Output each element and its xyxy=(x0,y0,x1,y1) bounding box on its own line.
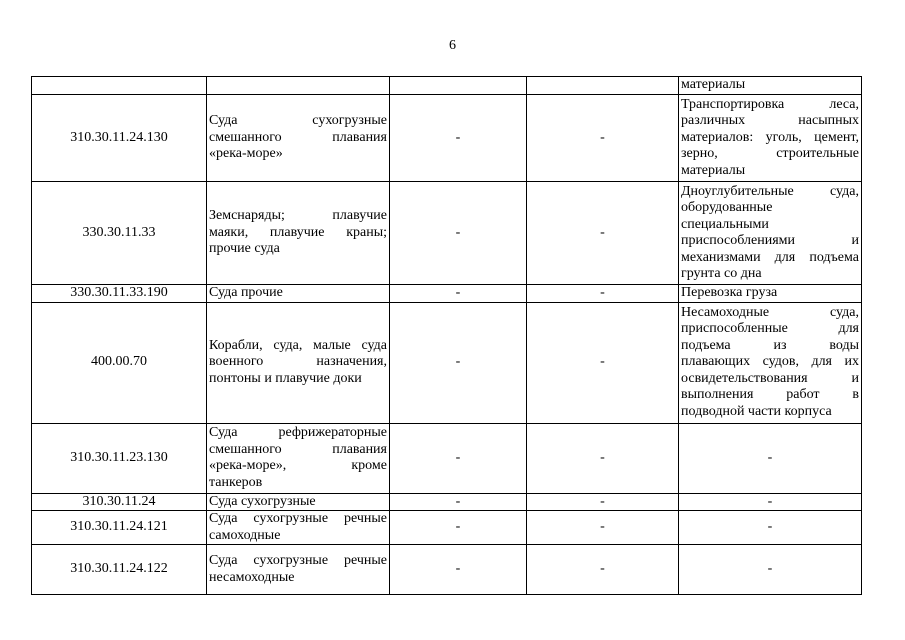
cell-line: Перевозка груза xyxy=(681,285,778,300)
cell-line: Суда рефрижераторные xyxy=(209,425,387,440)
cell-line: приспособлениями и xyxy=(681,233,859,248)
cell-line: самоходные xyxy=(209,527,281,543)
cell-line: различных насыпных xyxy=(681,113,859,129)
cell-col3: - xyxy=(390,182,527,285)
cell-code xyxy=(32,77,207,95)
cell-note xyxy=(679,493,862,511)
cell-note xyxy=(679,77,862,95)
cell-line: освидетельствования и xyxy=(681,370,859,386)
table-row xyxy=(32,545,862,595)
cell-col4: - xyxy=(527,285,679,303)
cell-line: «река-море» xyxy=(209,146,283,162)
cell-note xyxy=(679,302,862,423)
cell-col4 xyxy=(527,77,679,95)
cell-code: 310.30.11.23.130 xyxy=(32,423,207,493)
cell-name xyxy=(207,302,390,423)
cell-line: механизмами для подъема xyxy=(681,249,859,265)
cell-line: Земснаряды; плавучие xyxy=(209,208,387,224)
cell-line: подъема из воды xyxy=(681,337,859,353)
cell-line: оборудованные xyxy=(681,200,773,215)
cell-col3: - xyxy=(390,493,527,511)
cell-col4: - xyxy=(527,423,679,493)
table-row xyxy=(32,511,862,545)
cell-line: смешанного плавания xyxy=(209,441,387,457)
cell-line: материалов: уголь, цемент, xyxy=(681,129,859,145)
cell-name xyxy=(207,493,390,511)
cell-name xyxy=(207,77,390,95)
cell-line: материалы xyxy=(681,77,746,93)
cell-line: материалы xyxy=(681,162,746,178)
table-row xyxy=(32,95,862,182)
cell-col3 xyxy=(390,77,527,95)
cell-line: плавающих судов, для их xyxy=(681,354,859,370)
cell-col3: - xyxy=(390,302,527,423)
cell-note xyxy=(679,95,862,182)
cell-note xyxy=(679,285,862,303)
cell-line: «река-море», кроме xyxy=(209,458,387,473)
table-row xyxy=(32,302,862,423)
cell-line: приспособленные для xyxy=(681,321,859,337)
cell-col3: - xyxy=(390,423,527,493)
page-number: 6 xyxy=(449,38,456,53)
cell-note xyxy=(679,423,862,493)
cell-col4: - xyxy=(527,493,679,511)
cell-line: понтоны и плавучие доки xyxy=(209,370,362,386)
classification-table xyxy=(31,76,862,595)
cell-col4: - xyxy=(527,545,679,595)
cell-line: военного назначения, xyxy=(209,354,387,370)
cell-line: - xyxy=(767,449,773,465)
table-row xyxy=(32,423,862,493)
cell-line: Суда сухогрузные xyxy=(209,113,387,129)
cell-note xyxy=(679,545,862,595)
cell-col4: - xyxy=(527,511,679,545)
cell-code: 310.30.11.24.122 xyxy=(32,545,207,595)
cell-col4: - xyxy=(527,95,679,182)
cell-line: Дноуглубительные суда, xyxy=(681,183,859,199)
cell-line: танкеров xyxy=(209,474,263,490)
cell-line: Несамоходные суда, xyxy=(681,304,859,320)
cell-code: 310.30.11.24.130 xyxy=(32,95,207,182)
table-row xyxy=(32,493,862,511)
table-row xyxy=(32,77,862,95)
cell-col3: - xyxy=(390,285,527,303)
cell-col3: - xyxy=(390,95,527,182)
cell-line: выполнения работ в xyxy=(681,387,859,403)
cell-line: Суда сухогрузные речные xyxy=(209,553,387,568)
cell-line: смешанного плавания xyxy=(209,129,387,145)
table-row xyxy=(32,285,862,303)
cell-line: Суда сухогрузные xyxy=(209,493,316,509)
cell-code: 310.30.11.24 xyxy=(32,493,207,511)
cell-code: 330.30.11.33 xyxy=(32,182,207,285)
cell-line: - xyxy=(767,561,773,577)
cell-name xyxy=(207,95,390,182)
cell-line: Суда прочие xyxy=(209,285,283,300)
cell-name xyxy=(207,545,390,595)
cell-name xyxy=(207,285,390,303)
cell-line: - xyxy=(767,519,773,535)
cell-name xyxy=(207,423,390,493)
cell-code: 310.30.11.24.121 xyxy=(32,511,207,545)
cell-line: маяки, плавучие краны; xyxy=(209,224,387,240)
cell-line: Суда сухогрузные речные xyxy=(209,511,387,526)
cell-code: 400.00.70 xyxy=(32,302,207,423)
cell-line: Корабли, суда, малые суда xyxy=(209,337,387,353)
cell-name xyxy=(207,511,390,545)
cell-col3: - xyxy=(390,545,527,595)
cell-note xyxy=(679,511,862,545)
cell-line: Транспортировка леса, xyxy=(681,96,859,112)
cell-line: - xyxy=(767,493,773,509)
cell-line: подводной части корпуса xyxy=(681,403,832,419)
cell-note xyxy=(679,182,862,285)
cell-col4: - xyxy=(527,302,679,423)
cell-line: специальными xyxy=(681,216,769,232)
cell-code: 330.30.11.33.190 xyxy=(32,285,207,303)
cell-line: зерно, строительные xyxy=(681,146,859,162)
table-body xyxy=(32,77,862,595)
cell-line: грунта со дна xyxy=(681,266,762,281)
cell-col3: - xyxy=(390,511,527,545)
cell-line: прочие суда xyxy=(209,241,280,257)
cell-col4: - xyxy=(527,182,679,285)
cell-line: несамоходные xyxy=(209,569,295,585)
cell-name xyxy=(207,182,390,285)
table-row xyxy=(32,182,862,285)
